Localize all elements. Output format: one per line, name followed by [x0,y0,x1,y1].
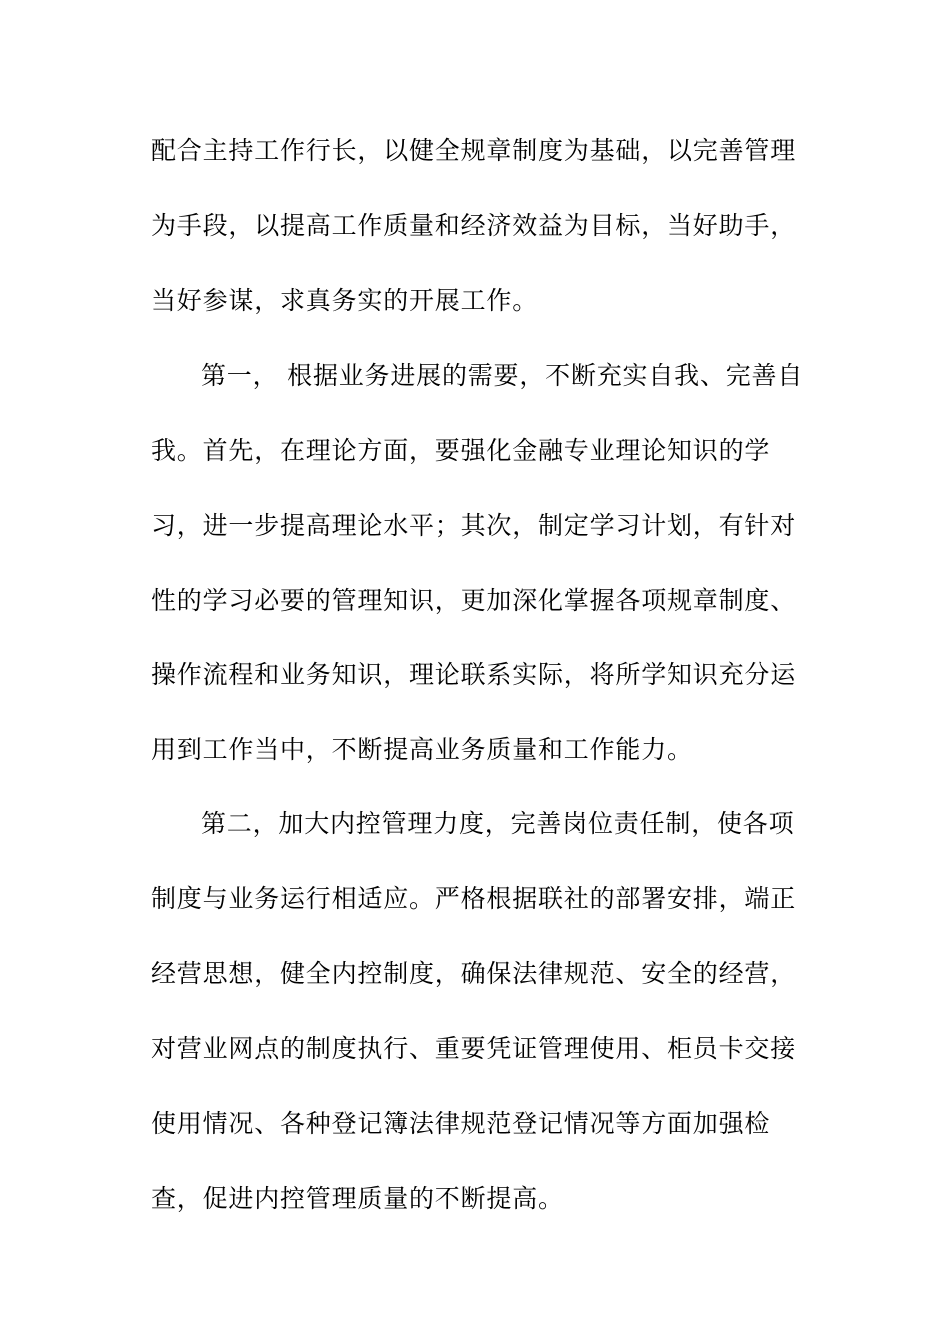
paragraph-2-line-1: 第一， 根据业务进展的需要，不断充实自我、完善自 [201,361,804,390]
paragraph-2-line-2: 我。首先，在理论方面，要强化金融专业理论知识的学 [151,436,771,465]
paragraph-3-line-4: 对营业网点的制度执行、重要凭证管理使用、柜员卡交接 [151,1034,797,1063]
paragraph-3-line-1: 第二，加大内控管理力度，完善岗位责任制，使各项 [201,809,795,838]
paragraph-3-line-6: 查，促进内控管理质量的不断提高。 [151,1184,564,1213]
paragraph-2-line-6: 用到工作当中，不断提高业务质量和工作能力。 [151,735,693,764]
paragraph-2-line-4: 性的学习必要的管理知识，更加深化掌握各项规章制度、 [151,586,797,615]
paragraph-1-line-3: 当好参谋，求真务实的开展工作。 [151,286,539,315]
paragraph-1-line-2: 为手段，以提高工作质量和经济效益为目标，当好助手， [151,211,797,240]
paragraph-2-line-3: 习，进一步提高理论水平；其次，制定学习计划，有针对 [151,511,797,540]
paragraph-3-line-5: 使用情况、各种登记簿法律规范登记情况等方面加强检 [151,1109,771,1138]
paragraph-2-line-5: 操作流程和业务知识，理论联系实际，将所学知识充分运 [151,660,797,689]
paragraph-3-line-2: 制度与业务运行相适应。严格根据联社的部署安排，端正 [151,884,797,913]
paragraph-3-line-3: 经营思想，健全内控制度，确保法律规范、安全的经营， [151,959,797,988]
paragraph-1-line-1: 配合主持工作行长，以健全规章制度为基础，以完善管理 [151,136,797,165]
